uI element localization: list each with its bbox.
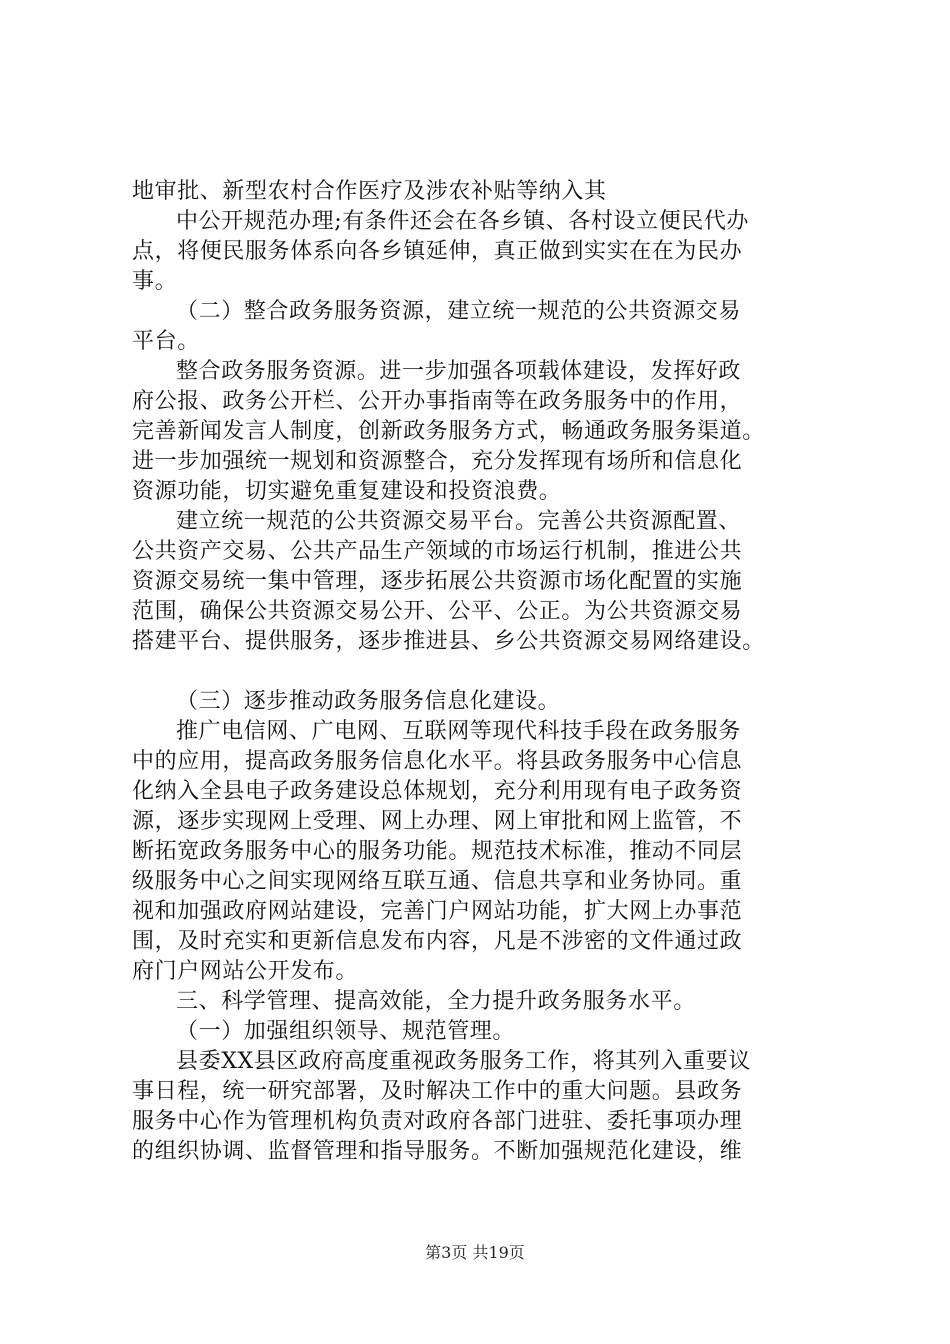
text-line-16: 搭建平台、提供服务，逐步推进县、乡公共资源交易网络建设。 [132,629,765,654]
text-line-13: 公共资产交易、公共产品生产领域的市场运行机制，推进公共 [132,539,743,564]
text-line-8: 府公报、政务公开栏、公开办事指南等在政务服务中的作用， [132,389,743,414]
text-line-18: 推广电信网、广电网、互联网等现代科技手段在政务服务 [176,719,742,744]
text-line-4: 事。 [132,269,178,294]
text-line-7: 整合政务服务资源。进一步加强各项载体建设，发挥好政 [176,359,742,384]
text-line-31: 服务中心作为管理机构负责对政府各部门进驻、委托事项办理 [132,1109,743,1134]
text-line-2: 中公开规范办理;有条件还会在各乡镇、各村设立便民代办 [176,209,750,234]
text-line-9: 完善新闻发言人制度，创新政务服务方式，畅通政务服务渠道。 [132,419,765,444]
text-line-3: 点，将便民服务体系向各乡镇延伸，真正做到实实在在为民办 [132,239,743,264]
section-heading-3: （三）逐步推动政务服务信息化建设。 [176,689,561,714]
chapter-heading-3: 三、科学管理、提高效能，全力提升政务服务水平。 [176,989,696,1014]
text-line-11: 资源功能，切实避免重复建设和投资浪费。 [132,479,562,504]
text-line-22: 断拓宽政务服务中心的服务功能。规范技术标准，推动不同层 [132,839,743,864]
text-line-15: 范围，确保公共资源交易公开、公平、公正。为公共资源交易 [132,599,743,624]
text-line-21: 源，逐步实现网上受理、网上办理、网上审批和网上监管，不 [132,809,743,834]
text-line-23: 级服务中心之间实现网络互联互通、信息共享和业务协同。重 [132,869,743,894]
subsection-heading-1: （一）加强组织领导、规范管理。 [176,1019,516,1044]
text-line-26: 府门户网站公开发布。 [132,959,359,984]
page-number: 第3页 共19页 [425,1243,525,1262]
text-line-6: 平台。 [132,329,200,354]
text-line-1: 地审批、新型农村合作医疗及涉农补贴等纳入其 [132,179,607,204]
text-line-19: 中的应用，提高政务服务信息化水平。将县政务服务中心信息 [132,749,743,774]
text-line-14: 资源交易统一集中管理，逐步拓展公共资源市场化配置的实施 [132,569,743,594]
text-line-24: 视和加强政府网站建设，完善门户网站功能，扩大网上办事范 [132,899,743,924]
text-line-32: 的组织协调、监督管理和指导服务。不断加强规范化建设，维 [132,1139,743,1164]
text-line-12: 建立统一规范的公共资源交易平台。完善公共资源配置、 [176,509,742,534]
text-line-20: 化纳入全县电子政务建设总体规划，充分利用现有电子政务资 [132,779,743,804]
text-line-29: 县委XX县区政府高度重视政务服务工作，将其列入重要议 [176,1049,751,1074]
text-line-25: 围，及时充实和更新信息发布内容，凡是不涉密的文件通过政 [132,929,743,954]
text-line-30: 事日程，统一研究部署，及时解决工作中的重大问题。县政务 [132,1079,743,1104]
text-line-10: 进一步加强统一规划和资源整合，充分发挥现有场所和信息化 [132,449,743,474]
section-heading-2: （二）整合政务服务资源，建立统一规范的公共资源交易 [176,299,742,324]
